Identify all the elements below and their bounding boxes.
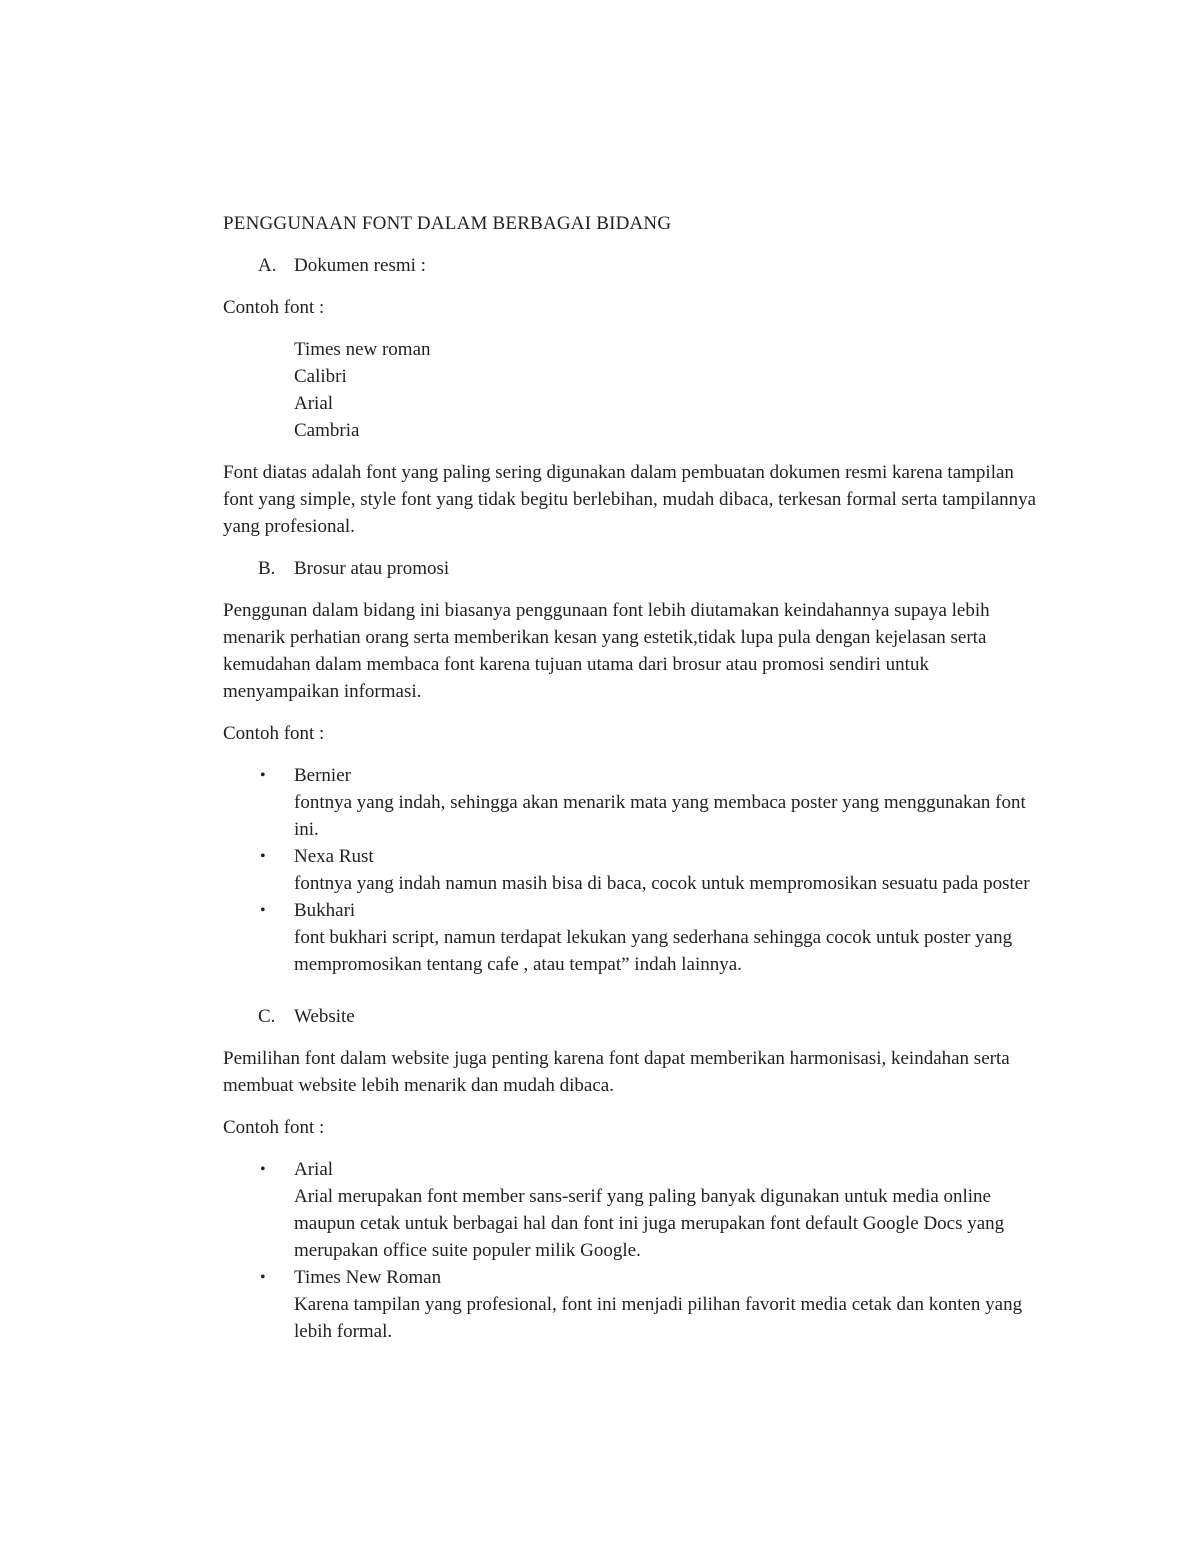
contoh-label: Contoh font : <box>223 723 325 744</box>
bullet-list <box>223 1156 1043 1345</box>
list-item <box>223 1264 1043 1345</box>
section-heading-text: Website <box>294 1006 355 1027</box>
font-description: fontnya yang indah, sehingga akan menarik mata yang membaca poster yang menggunakan font ini. <box>294 792 1026 840</box>
font-description: fontnya yang indah namun masih bisa di baca, cocok untuk mempromosikan sesuatu pada poster <box>294 873 1030 894</box>
font-description: Arial merupakan font member sans-serif yang paling banyak digunakan untuk media online maupun cetak untuk berbagai hal dan font ini juga merupakan font default Google Docs yang merupakan office suite populer milik Google. <box>294 1186 1005 1261</box>
list-item <box>223 897 1043 978</box>
list-item: Times new roman <box>294 339 431 360</box>
font-name: Times New Roman <box>294 1267 442 1288</box>
list-item: Cambria <box>294 420 360 441</box>
section-letter: A. <box>258 255 277 276</box>
section-heading-text: Dokumen resmi : <box>294 255 426 276</box>
section-paragraph: Font diatas adalah font yang paling sering digunakan dalam pembuatan dokumen resmi karena tampilan font yang simple, style font yang tidak begitu berlebihan, mudah dibaca, terkesan formal serta tampilannya yang profesional. <box>223 462 1037 537</box>
section-letter: C. <box>258 1006 276 1027</box>
list-item <box>223 762 1043 843</box>
bullet-icon: • <box>260 1269 266 1286</box>
list-item <box>223 1156 1043 1264</box>
bullet-icon: • <box>260 848 266 865</box>
font-name: Arial <box>294 1159 334 1180</box>
section-heading-text: Brosur atau promosi <box>294 558 450 579</box>
list-item <box>223 843 1043 897</box>
section-heading-a <box>223 252 1043 279</box>
font-name: Bukhari <box>294 900 356 921</box>
list-item: Arial <box>294 393 334 414</box>
list-item: Calibri <box>294 366 347 387</box>
font-description: font bukhari script, namun terdapat lekukan yang sederhana sehingga cocok untuk poster yang mempromosikan tentang cafe , atau tempat” indah lainnya. <box>294 927 1013 975</box>
bullet-icon: • <box>260 902 266 919</box>
contoh-label: Contoh font : <box>223 1117 325 1138</box>
bullet-icon: • <box>260 1161 266 1178</box>
document-title: PENGGUNAAN FONT DALAM BERBAGAI BIDANG <box>223 213 672 234</box>
section-paragraph: Penggunan dalam bidang ini biasanya penggunaan font lebih diutamakan keindahannya supaya lebih menarik perhatian orang serta memberikan kesan yang estetik,tidak lupa pula dengan kejelasan serta kemudahan dalam membaca font karena tujuan utama dari brosur atau promosi sendiri untuk menyampaikan informasi. <box>223 600 990 702</box>
section-heading-b <box>223 555 1043 582</box>
contoh-label: Contoh font : <box>223 297 325 318</box>
font-name: Bernier <box>294 765 351 786</box>
bullet-icon: • <box>260 767 266 784</box>
font-name: Nexa Rust <box>294 846 374 867</box>
document-body <box>223 210 1043 1345</box>
bullet-list <box>223 762 1043 978</box>
font-list <box>223 336 1043 444</box>
section-paragraph: Pemilihan font dalam website juga penting karena font dapat memberikan harmonisasi, keindahan serta membuat website lebih menarik dan mudah dibaca. <box>223 1048 1010 1096</box>
section-heading-c <box>223 1003 1043 1030</box>
font-description: Karena tampilan yang profesional, font ini menjadi pilihan favorit media cetak dan konten yang lebih formal. <box>294 1294 1023 1342</box>
section-letter: B. <box>258 558 276 579</box>
